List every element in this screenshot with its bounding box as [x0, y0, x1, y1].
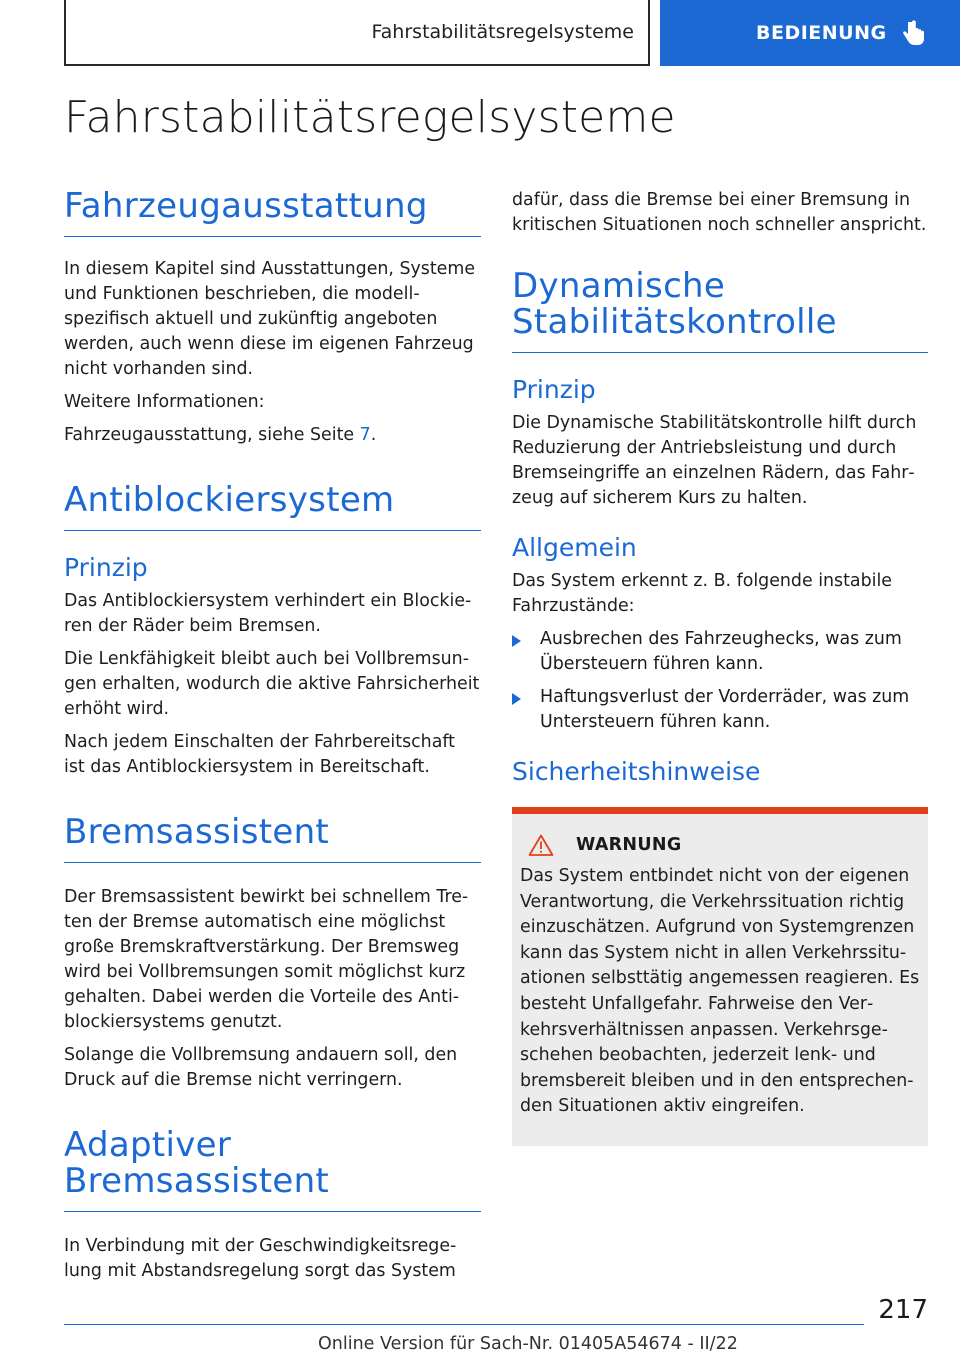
warning-text: Das System entbindet nicht von der eigenen Verantwortung, die Verkehrssituation richtig einzuschätzen. Aufgrund von Systemgrenzen kann das System nicht in allen Verkehrssituationen selbsttätig angemessen reagieren. Es besteht Unfallgefahr. Fahrweise den Verkehrsverhältnissen anpassen. Verkehrsgeschehen beobachten, jederzeit lenk- und bremsbereit bleiben und in den entsprechenden Situationen aktiv eingreifen.: [520, 866, 920, 1117]
paragraph: Nach jedem Einschalten der Fahrbereitschaft ist das Antiblockiersystem in Bereitschaft.: [64, 732, 455, 777]
triangle-bullet-icon: [512, 693, 521, 705]
heading-adaptiver-bremsassistent: Adaptiver Bremsassistent: [64, 1127, 481, 1212]
header-section-tab: [64, 0, 650, 66]
paragraph: Solange die Vollbremsung andauern soll, den Druck auf die Bremse nicht verringern.: [64, 1045, 458, 1090]
subheading-allgemein: Allgemein: [512, 533, 637, 562]
footer-divider: [64, 1324, 864, 1325]
paragraph: Das Antiblockiersystem verhindert ein Blockieren der Räder beim Bremsen.: [64, 591, 472, 636]
warning-triangle-icon: [528, 834, 554, 856]
header-section-title: Fahrstabilitätsregelsysteme: [371, 21, 634, 43]
header-chapter-tab[interactable]: [660, 0, 960, 66]
paragraph: Die Dynamische Stabilitätskontrolle hilft durch Reduzierung der Antriebsleistung und durch Bremseingriffe an einzelnen Rädern, das Fahrzeug auf sicherem Kurs zu halten.: [512, 413, 917, 508]
page-title: Fahrstabilitätsregelsysteme: [64, 92, 676, 143]
list-item: [512, 627, 928, 677]
paragraph: In Verbindung mit der Geschwindigkeitsregelung mit Abstandsregelung sorgt das System: [64, 1236, 457, 1281]
cross-reference: [64, 423, 481, 448]
paragraph: In diesem Kapitel sind Ausstattungen, Systeme und Funktionen beschrieben, die modellspezifisch aktuell und zukünftig angeboten werden, auch wenn diese im eigenen Fahrzeug nicht vorhanden sind.: [64, 259, 476, 379]
triangle-bullet-icon: [512, 635, 521, 647]
header-chapter-label: BEDIENUNG: [756, 22, 887, 44]
paragraph: Das System erkennt z. B. folgende instabile Fahrzustände:: [512, 571, 892, 616]
heading-dynamische-stabilitaetskontrolle: Dynamische Stabilitätskontrolle: [512, 268, 928, 353]
list-item-text: Ausbrechen des Fahrzeughecks, was zum Übersteuern führen kann.: [540, 629, 902, 674]
heading-fahrzeugausstattung: Fahrzeugausstattung: [64, 188, 481, 237]
warning-title: WARNUNG: [576, 835, 682, 855]
heading-bremsassistent: Bremsassistent: [64, 814, 481, 863]
heading-antiblockiersystem: Antiblockiersystem: [64, 482, 481, 531]
paragraph: Weitere Informationen:: [64, 392, 265, 412]
paragraph-continued: dafür, dass die Bremse bei einer Bremsung in kritischen Situationen noch schneller anspricht.: [512, 190, 927, 235]
bullet-list: [512, 627, 928, 735]
paragraph: Der Bremsassistent bewirkt bei schnellem Treten der Bremse automatisch eine möglichst große Bremskraftverstärkung. Der Bremsweg wird bei Vollbremsungen somit möglichst kurz gehalten. Dabei werden die Vorteile des Antiblockiersystems genutzt.: [64, 887, 469, 1032]
left-column: [64, 188, 481, 1284]
right-column: [512, 188, 928, 1146]
subheading-prinzip: Prinzip: [512, 375, 596, 404]
subheading-sicherheitshinweise: Sicherheitshinweise: [512, 757, 761, 786]
list-item-text: Haftungsverlust der Vorderräder, was zum Untersteuern führen kann.: [540, 687, 910, 732]
cross-reference-text: Fahrzeugausstattung, siehe Seite: [64, 425, 360, 445]
page-link[interactable]: 7: [359, 425, 371, 445]
subheading-prinzip: Prinzip: [64, 553, 148, 582]
warning-header: [520, 834, 920, 856]
page-number: 217: [878, 1295, 928, 1325]
footer-online-version: Online Version für Sach-Nr. 01405A54674 - II/22: [318, 1334, 738, 1354]
warning-box: [512, 807, 928, 1146]
list-item: [512, 685, 928, 735]
cross-reference-end: .: [370, 425, 377, 445]
paragraph: Die Lenkfähigkeit bleibt auch bei Vollbremsungen erhalten, wodurch die aktive Fahrsicherheit erhöht wird.: [64, 649, 480, 719]
hand-pointer-icon: [903, 19, 929, 47]
